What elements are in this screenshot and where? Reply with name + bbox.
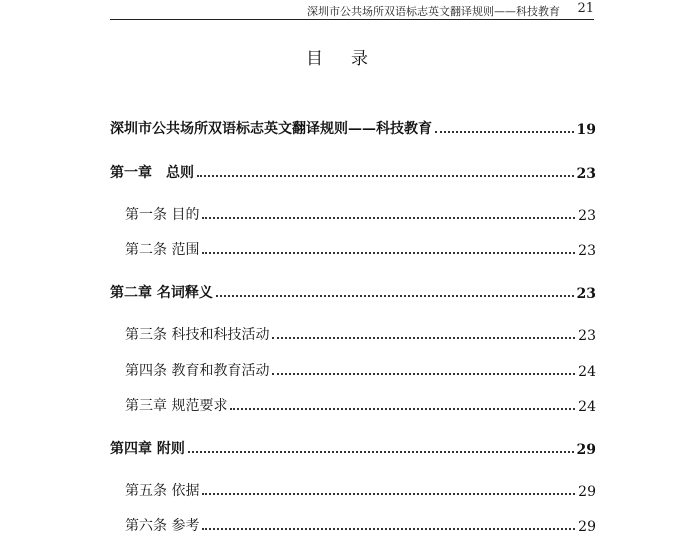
toc-entry-page: 29: [578, 484, 596, 500]
toc-entry-page: 23: [576, 286, 596, 302]
toc-entry-label: 第五条 依据: [125, 483, 200, 499]
toc-entry-label: 第一章 总则: [110, 165, 194, 181]
toc-entry[interactable]: [110, 162, 596, 182]
toc-entry-label: 第二章 名词释义: [110, 285, 213, 301]
toc-entry[interactable]: [125, 239, 596, 259]
toc-entry-label: 深圳市公共场所双语标志英文翻译规则——科技教育: [110, 121, 432, 137]
toc-entry-label: 第三章 规范要求: [125, 398, 228, 414]
toc-entry[interactable]: [125, 480, 596, 500]
toc-leader-dots: [202, 528, 575, 530]
toc-entry-label: 第六条 参考: [125, 518, 200, 534]
toc-leader-dots: [435, 131, 574, 133]
toc-entry-page: 19: [576, 122, 596, 138]
toc-leader-dots: [202, 493, 575, 495]
toc-entry[interactable]: [125, 204, 596, 224]
toc-title: 目录: [306, 49, 396, 69]
toc-entry[interactable]: [125, 395, 596, 415]
toc-entry-label: 第四条 教育和教育活动: [125, 363, 270, 379]
toc-entry-page: 24: [578, 399, 596, 415]
toc-entry[interactable]: [110, 282, 596, 302]
toc-leader-dots: [216, 295, 574, 297]
toc-entry[interactable]: [110, 118, 596, 138]
toc-leader-dots: [197, 175, 574, 177]
toc-leader-dots: [272, 373, 575, 375]
toc-entry[interactable]: [125, 324, 596, 344]
toc-entry-page: 24: [578, 364, 596, 380]
toc-leader-dots: [202, 252, 575, 254]
toc-leader-dots: [202, 217, 575, 219]
toc-entry-label: 第一条 目的: [125, 207, 200, 223]
toc-entry[interactable]: [125, 515, 596, 535]
running-header: [110, 0, 594, 20]
toc-entry-page: 29: [578, 519, 596, 535]
toc-entry-page: 23: [578, 328, 596, 344]
toc-leader-dots: [230, 408, 575, 410]
toc-entry[interactable]: [125, 360, 596, 380]
toc-entry-label: 第四章 附则: [110, 441, 185, 457]
running-header-page-number: 21: [577, 1, 594, 16]
toc-entry-page: 23: [578, 208, 596, 224]
toc-entry-label: 第三条 科技和科技活动: [125, 327, 270, 343]
toc-entry-page: 23: [576, 166, 596, 182]
toc-entry-label: 第二条 范围: [125, 242, 200, 258]
toc-leader-dots: [272, 337, 575, 339]
toc-entry[interactable]: [110, 438, 596, 458]
running-header-title: 深圳市公共场所双语标志英文翻译规则——科技教育: [307, 5, 560, 18]
toc-entry-page: 29: [576, 442, 596, 458]
toc-entry-page: 23: [578, 243, 596, 259]
toc-leader-dots: [188, 451, 574, 453]
